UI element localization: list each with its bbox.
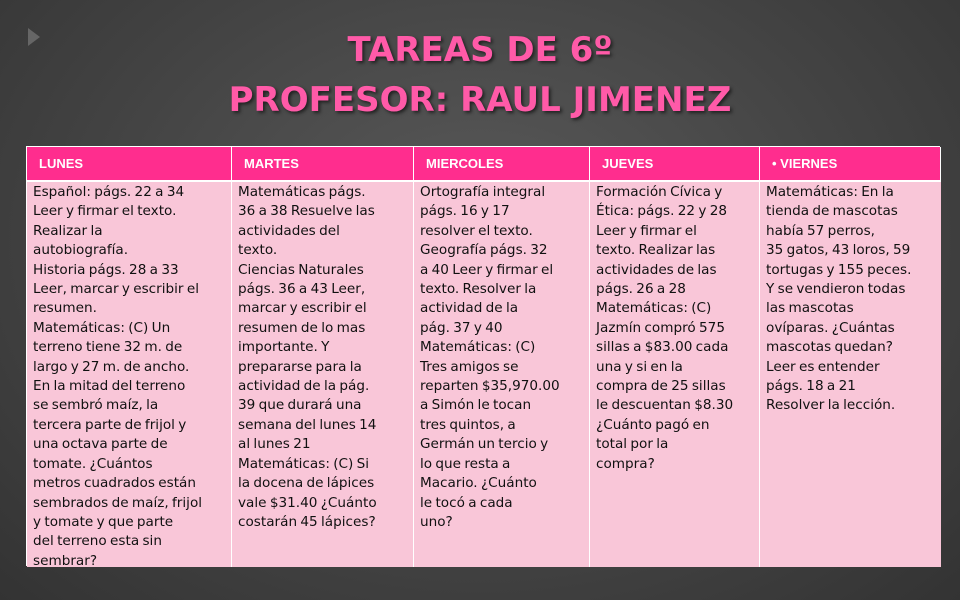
cell-text-line: Realizar la <box>33 222 103 239</box>
cell-text-line: Ética: págs. 22 y 28 <box>596 203 727 220</box>
cell-text-line: texto. <box>238 242 278 259</box>
cell-text-line: a 40 Leer y firmar el <box>420 261 554 278</box>
cell-text-line: Historia págs. 28 a 33 <box>33 261 179 278</box>
cell-text-line: uno? <box>420 513 453 530</box>
cell-text-line: sillas a $83.00 cada <box>596 339 729 356</box>
cell-text-line: y tomate y que parte <box>33 513 174 530</box>
cell-text-line: semana del lunes 14 <box>238 416 377 433</box>
cell-text-line: Geografía págs. 32 <box>420 242 548 259</box>
cell-text-line: Leer es entender <box>766 358 880 375</box>
cell-text-line: vale $31.40 ¿Cuánto <box>238 494 377 511</box>
cell-text-line: Leer y firmar el <box>596 222 697 239</box>
cell-text-line: una octava parte de <box>33 436 168 453</box>
cell-miercoles <box>414 182 590 567</box>
cell-martes <box>232 182 414 567</box>
cell-text-line: ¿Cuánto pagó en <box>596 416 710 433</box>
header-lunes: LUNES <box>27 147 232 182</box>
cell-text-line: las mascotas <box>766 300 854 317</box>
cell-text-line: tres quintos, a <box>420 416 516 433</box>
cell-text-line: 35 gatos, 43 loros, 59 <box>766 242 911 259</box>
cell-text-line: Resolver la lección. <box>766 397 896 414</box>
cell-text-line: pág. 37 y 40 <box>420 319 503 336</box>
cell-text-line: Macario. ¿Cuánto <box>420 475 537 492</box>
cell-text-line: compra? <box>596 455 655 472</box>
header-martes: MARTES <box>232 147 414 182</box>
cell-text-line: Tres amigos se <box>420 358 519 375</box>
cell-text-line: Leer y firmar el texto. <box>33 203 177 220</box>
cell-text-line: marcar y escribir el <box>238 300 367 317</box>
cell-text-line: reparten $35,970.00 <box>420 378 560 395</box>
cell-text-line: actividad de la pág. <box>238 378 370 395</box>
cell-text-line: costarán 45 lápices? <box>238 513 376 530</box>
cell-text-line: largo y 27 m. de ancho. <box>33 358 190 375</box>
cell-text-line: total por la <box>596 436 669 453</box>
cell-text-line: autobiografía. <box>33 242 129 259</box>
cell-text-line: tienda de mascotas <box>766 203 898 220</box>
cell-text-line: le tocó a cada <box>420 494 513 511</box>
cell-text-line: tercera parte de frijol y <box>33 416 187 433</box>
cell-text-line: del terreno esta sin <box>33 533 162 550</box>
cell-text-line: Formación Cívica y <box>596 184 723 200</box>
cell-text-line: prepararse para la <box>238 358 362 375</box>
cell-text-line: Jazmín compró 575 <box>596 319 725 336</box>
homework-table <box>26 146 940 566</box>
cell-text-line: actividades del <box>238 222 340 239</box>
cell-text-line: En la mitad del terreno <box>33 378 186 395</box>
cell-text-line: sembrados de maíz, frijol <box>33 494 203 511</box>
cell-text-line: Matemáticas: (C) <box>596 300 712 317</box>
cell-text-line: tortugas y 155 peces. <box>766 261 912 278</box>
cell-text-line: resumen. <box>33 300 97 317</box>
cell-text-line: Ciencias Naturales <box>238 261 364 278</box>
cell-text-line: compra de 25 sillas <box>596 378 726 395</box>
cell-text-line: texto. Realizar las <box>596 242 716 259</box>
cell-text-line: págs. 16 y 17 <box>420 203 510 220</box>
cell-text-line: Germán un tercio y <box>420 436 549 453</box>
cell-text-line: resumen de lo mas <box>238 319 366 336</box>
cell-text-line: Matemáticas: (C) <box>420 339 536 356</box>
cell-text-line: Matemáticas: (C) Un <box>33 319 171 336</box>
cell-text-line: Matemáticas págs. <box>238 184 366 200</box>
slide-title: TAREAS DE 6º <box>347 30 613 70</box>
cell-text-line: págs. 26 a 28 <box>596 281 686 298</box>
cell-text-line: terreno tiene 32 m. de <box>33 339 183 356</box>
cell-text-line: actividad de la <box>420 300 519 317</box>
cell-text-line: la docena de lápices <box>238 475 375 492</box>
header-jueves: JUEVES <box>590 147 760 182</box>
cell-jueves <box>590 182 760 567</box>
header-miercoles: MIERCOLES <box>414 147 590 182</box>
cell-text-line: resolver el texto. <box>420 222 533 239</box>
cell-text-line: actividades de las <box>596 261 717 278</box>
cell-text-line: Ortografía integral <box>420 184 546 200</box>
cell-text-line: Matemáticas: En la <box>766 184 894 200</box>
cell-text-line: una y si en la <box>596 358 683 375</box>
cell-text-line: págs. 36 a 43 Leer, <box>238 281 366 298</box>
cell-text-line: se sembró maíz, la <box>33 397 159 414</box>
cell-text-line: importante. Y <box>238 339 330 356</box>
cell-text-line: texto. Resolver la <box>420 281 537 298</box>
cell-text-line: al lunes 21 <box>238 436 311 453</box>
cell-text-line: Leer, marcar y escribir el <box>33 281 199 298</box>
cell-text-line: Matemáticas: (C) Si <box>238 455 370 472</box>
cell-viernes <box>760 182 941 567</box>
cell-text-line: ovíparas. ¿Cuántas <box>766 319 895 336</box>
slide-subtitle: PROFESOR: RAUL JIMENEZ <box>228 80 732 120</box>
cell-text-line: págs. 18 a 21 <box>766 378 856 395</box>
cell-text-line: metros cuadrados están <box>33 475 196 492</box>
cell-text-line: había 57 perros, <box>766 222 875 239</box>
cell-lunes <box>27 182 232 567</box>
cell-text-line: Español: págs. 22 a 34 <box>33 184 185 200</box>
cell-text-line: 36 a 38 Resuelve las <box>238 203 375 220</box>
cell-text-line: Y se vendieron todas <box>766 281 906 298</box>
cell-text-line: le descuentan $8.30 <box>596 397 734 414</box>
cell-text-line: a Simón le tocan <box>420 397 532 414</box>
cell-text-line: sembrar? <box>33 552 98 567</box>
cell-text-line: tomate. ¿Cuántos <box>33 455 153 472</box>
header-viernes: • VIERNES <box>760 147 941 182</box>
cell-text-line: mascotas quedan? <box>766 339 893 356</box>
cell-text-line: lo que resta a <box>420 455 511 472</box>
cell-text-line: 39 que durará una <box>238 397 362 414</box>
